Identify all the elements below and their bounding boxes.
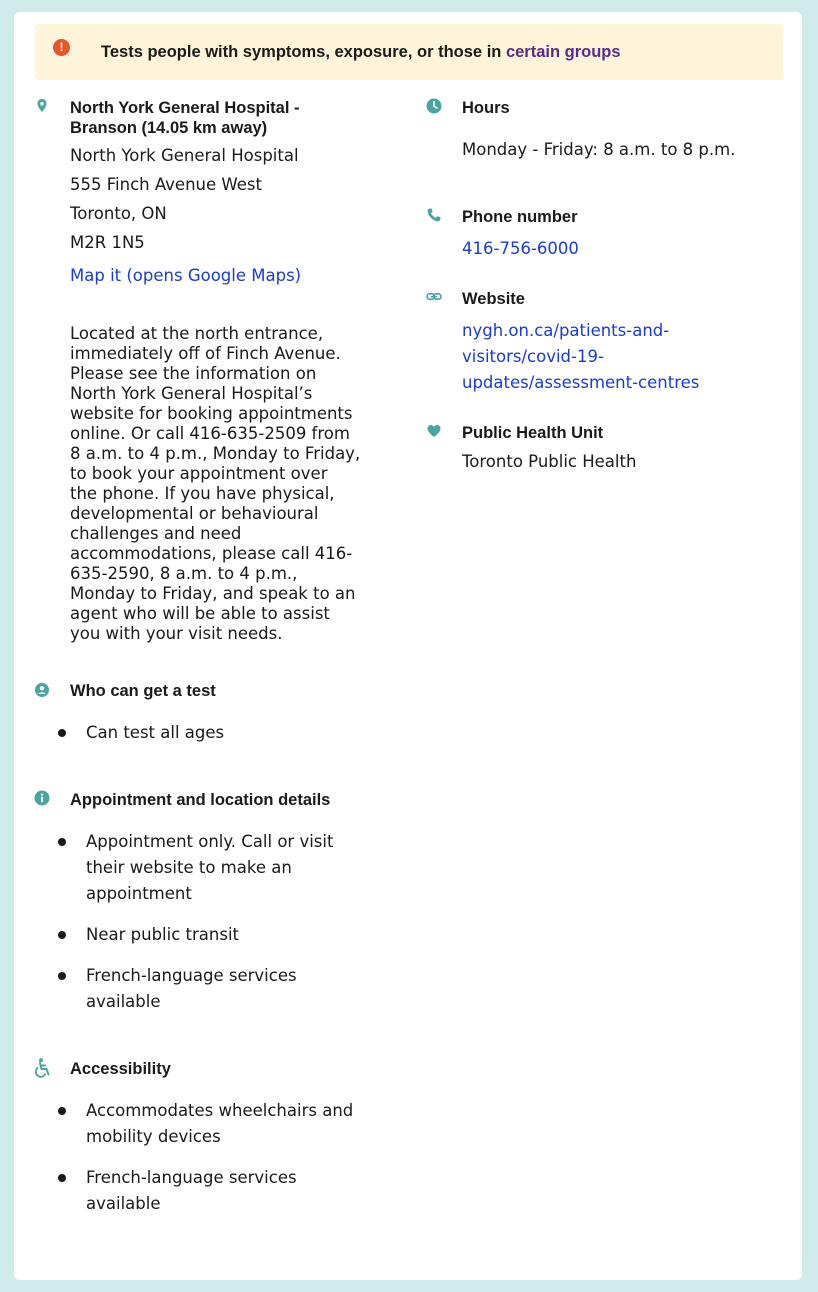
- bullet-dot: [58, 1174, 66, 1182]
- location-description: Located at the north entrance, immediately off of Finch Avenue. Please see the information on North York General Hospital’s website for booking appointments online. Or call 416-635-2509 from 8 a.m. to 4 p.m., Monday to Friday, to book your appointment over the phone. If you have physical, developmental or behavioural challenges and need accommodations, please call 416- 635-2590, 8 a.m. to 4 p.m., Monday to Friday, and speak to an agent who will be able to assist you with your visit needs.: [70, 324, 361, 643]
- phone-heading: Phone number: [462, 208, 578, 226]
- map-it-link[interactable]: Map it (opens Google Maps): [70, 266, 302, 285]
- eligibility-banner: [35, 24, 783, 80]
- list-item: Appointment only. Call or visit their website to make an appointment: [86, 832, 334, 903]
- banner-message: Tests people with symptoms, exposure, or those in: [101, 43, 506, 61]
- bullet-dot: [58, 729, 66, 737]
- clock-icon: [426, 98, 442, 114]
- banner-text: [101, 41, 621, 63]
- website-link[interactable]: updates/assessment-centres: [462, 373, 700, 392]
- health-unit-heading: Public Health Unit: [462, 424, 604, 442]
- hours-value: Monday - Friday: 8 a.m. to 8 p.m.: [462, 140, 736, 159]
- info-icon: [34, 790, 50, 806]
- list-item: Can test all ages: [86, 723, 225, 742]
- phone-icon: [426, 207, 442, 223]
- certain-groups-link[interactable]: certain groups: [505, 43, 621, 61]
- address-line: Toronto, ON: [70, 204, 167, 223]
- phone-number-link[interactable]: 416-756-6000: [462, 239, 579, 258]
- testing-location-card: [14, 12, 802, 1280]
- list-item: French-language services available: [86, 966, 297, 1011]
- bullet-dot: [58, 972, 66, 980]
- bullet-dot: [58, 838, 66, 846]
- alert-circle-icon: !: [53, 39, 70, 56]
- location-name-line2: Branson (14.05 km away): [70, 119, 268, 137]
- health-unit-value: Toronto Public Health: [462, 452, 637, 471]
- who-heading: Who can get a test: [70, 682, 216, 700]
- list-item: Near public transit: [86, 925, 239, 944]
- link-icon: [426, 289, 442, 305]
- address-line: North York General Hospital: [70, 146, 299, 165]
- map-pin-icon: [34, 98, 50, 114]
- heart-icon: [426, 423, 442, 439]
- address-line: 555 Finch Avenue West: [70, 175, 262, 194]
- hours-heading: Hours: [462, 99, 510, 117]
- website-link[interactable]: nygh.on.ca/patients-and-: [462, 321, 670, 340]
- appointment-heading: Appointment and location details: [70, 791, 331, 809]
- user-circle-icon: [34, 682, 50, 698]
- address-line: M2R 1N5: [70, 233, 145, 252]
- location-name-line1: North York General Hospital -: [70, 99, 300, 117]
- list-item: French-language services available: [86, 1168, 297, 1213]
- accessibility-heading: Accessibility: [70, 1060, 171, 1078]
- bullet-dot: [58, 931, 66, 939]
- website-link[interactable]: visitors/covid-19-: [462, 347, 604, 366]
- list-item: Accommodates wheelchairs and mobility devices: [86, 1101, 354, 1146]
- website-heading: Website: [462, 290, 525, 308]
- bullet-dot: [58, 1107, 66, 1115]
- wheelchair-icon: [33, 1058, 52, 1078]
